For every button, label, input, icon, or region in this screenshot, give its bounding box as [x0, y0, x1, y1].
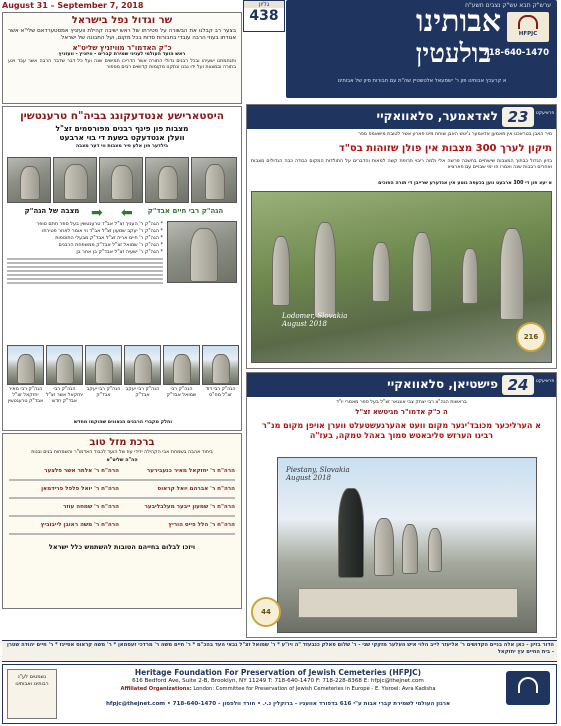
photo-caption-2: הגה"ק רבי יחזקאל אשר זצ"ל אבד"ק חדש [45, 387, 83, 404]
tombstone-photo-5 [191, 157, 237, 203]
logo-text: HFPJC [518, 31, 538, 37]
footer-logo-icon [506, 671, 550, 705]
mazel-tov-heading: ברכת מזל טוב [89, 437, 155, 448]
project-23-note: א יעצ פון די 300 ארבעט ווען בכעפה גוטע אין אנדערע שרייבן די תורה הפוכים [378, 181, 552, 186]
tombstone-photo-3 [99, 157, 143, 203]
project-24-badge [251, 597, 281, 627]
footer-affiliated-text: London: Committee for Preservation of Jewish Cemeteries in Europe - E. Yisroel: Avra Kadisha [193, 686, 436, 692]
photos-caption: בילדער פון אלע פיר מצבות ווי דער מצבה [75, 144, 169, 149]
project-23-photo-caption: Lodomer, Slovakia August 2018 [282, 312, 348, 328]
mazel-tov-entries [3, 466, 241, 539]
obituary-body: ותנחמתנו ישעיהו ובכל רבנים גדולי התורה אשר הדריכו חמישים שנה ועל כל דבר שדבר הרבה אשר עבד ויגע בתורה ובמצוות ועל ידו נבנו ונתקנו מקומות קדושים רבים מספור [8, 59, 236, 70]
entry-7: הרה"ח ר' הלל פייס הוריץ [168, 522, 235, 528]
project-24-number: 24 [507, 376, 529, 394]
title-line1: אבותינו [416, 4, 501, 39]
logo-box [507, 12, 549, 42]
arrow-label-right: הגה"ק רבי חיים אבד"ק [147, 207, 224, 215]
trencin-footer-note: וחלק מקברי הרבנים הגאונים שהוקמו מחדש [74, 420, 172, 425]
project-23-number-box [502, 107, 534, 127]
footer-box [7, 669, 57, 719]
mazel-tov-intro: ביחוד אהבה בשמחת אבי הקהילה ידידי עוז של הועד לכבוד האדמו"ר והשמחות בנים ובנות [31, 450, 213, 455]
project-23-intro: מיר האבן בטראכט אין מאמען אדאמער ג'יטש האבן שוחח מיט פארע אשר לטובת מישאמפ ספר [358, 132, 552, 137]
photo-caption-5: הגה"ק רבי שמואל אבד"ק [166, 387, 197, 398]
project-23-headline: תיקון לערך 300 מצבות אין פולן שזוהות בס"ד [338, 143, 552, 154]
issue-number: 438 [249, 8, 279, 24]
obituary-line2: ראש הועד העולמי לעניני שמירת קברים - וויזניץ - וועזניץ [58, 52, 186, 57]
entry-4: הרה"ח ר' יואל פלפל פרידמאן [41, 486, 119, 492]
project-23-title: לאדאמער, סלאוואקיי [376, 109, 498, 123]
footer-hebrew: ארגון העולמי לשמירת קברי אבות ע"י 616 בדפורד אוועניו - ברוקלין נ.י. • חורד וולפסון - 718-640-1470 • hfpjc@thejnet.com [105, 701, 451, 707]
footer [2, 664, 557, 724]
project-23-number: 23 [507, 108, 529, 126]
body-line-4: * הגה"ק ר' שמואל זצ"ל אבד"ק ממשפחת הרבנים [58, 242, 163, 248]
entry-3: הרה"ח ר' אברהם יואל קראוס [157, 486, 235, 492]
footer-box-text: נשמטים לע"נ רבותינו ואבותינו [15, 674, 49, 687]
trencin-article [2, 106, 242, 431]
memorial-strip: הדור בזיון - כאן אלה בניים הקדושים ר' אליעזר לייב הלוי איש העלער מזקקי שני - ר' שלום פאלק כנבעזד "ה ויו"ע * ר' שמואל זצ"ל גבאי העד בהכ"ם * ר' חיים משה ר' מרדכי זעסמאן * ר' משה קראוס אסייגז * ר' חיים יהודה שטרן - בית החיים עץ יחזקאל [2, 640, 557, 662]
obituary-name: כ"ק האדמו"ר מוויזניץ שליט"א [72, 44, 172, 52]
issue-box [243, 0, 285, 32]
masthead [286, 0, 557, 98]
title-line2: בולעטין [415, 39, 491, 69]
project-24-photo-caption: Piestany, Slovakia August 2018 [286, 466, 350, 482]
tombstone-photo-2 [53, 157, 97, 203]
project-23-panel [246, 104, 557, 369]
footer-affiliated-label: Affiliated Organizations: [120, 686, 192, 692]
project-24-line2: ה כ"ק אדמו"ר מגיטשא זצ"ל [355, 408, 448, 416]
arrow-right-icon: ⬅ [121, 205, 133, 221]
project-24-photo [277, 457, 537, 633]
obituary-panel [2, 12, 242, 104]
project-23-side-label: פראיעקט [535, 111, 555, 116]
date-range: August 31 – September 7, 2018 [2, 1, 144, 10]
body-line-5: * הגה"ק ר' ישעיה זצ"ל אבד"ק בן אחר בן [76, 249, 163, 255]
project-24-intro: בראשות הגה"צ רבי יצחק צבי אונגאר זצ"ל בעל ספר מאמרי יו"ד [336, 400, 467, 405]
tombstone-photo-1 [7, 157, 51, 203]
arrow-label-left: מצבה של הגה"ק [24, 207, 80, 215]
photo-caption-3: הגה"ק רבי יעקב אבד"ק [86, 387, 121, 398]
body-line-1: * הגה"ק ר' העניך זצ"ל אב"ד טרענטשין בעל ספר חתם סופר [36, 221, 163, 227]
photo-caption-4: הגה"ק רבי יעקב אבד"ק [125, 387, 160, 398]
tombstone-photo-mid-left [167, 221, 237, 283]
trencin-heading: היסטארישע אנטדעקונג בביה"ח טרענטשין [20, 110, 224, 122]
footer-address: 616 Bedford Ave, Suite 2-B, Brooklyn, NY 11249 T: 718-640-1470 F: 718-228-8368 E: hfpjc@thejnet.com [132, 678, 424, 684]
arrow-left-icon: ➡ [91, 205, 103, 221]
body-line-2: * הגה"ק ר' יעקב שמעון זצ"ל אב"ד ווי אומר לאחר פטירתו [42, 228, 163, 234]
mazel-tov-closing: ויזכו לבלום בחייהם הטובות להשתמש כלל ישראל [48, 543, 196, 551]
mazel-tov-greeting: הה"ה שליט"א [106, 458, 138, 463]
project-23-badge-number: 216 [523, 333, 539, 341]
entry-1: הרה"ח ר' יחזקאל מאיר כנעבירער [146, 468, 235, 474]
entry-8: הרה"ח ר' משה ראובן לייבוביץ [40, 522, 119, 528]
logo-icon [518, 15, 538, 29]
tombstone-photo-b5 [163, 345, 200, 385]
project-23-photo [251, 191, 552, 363]
tombstone-photo-b6 [202, 345, 239, 385]
entry-6: הרה"ח ר' שמחה עוזר [63, 504, 119, 510]
masthead-subtitle: א קרעכץ אבותינו פון ר' ישמעאל אלטשטיין שה"ת עם חבורות סיון של אבותינו [337, 78, 507, 84]
project-24-number-box [502, 375, 534, 395]
photo-caption-1: הגה"ק רבי מאיר יחזקאל זצ"ל אבד"ק טרענטשין [7, 387, 44, 404]
issue-label: גליון [244, 1, 284, 8]
phone-number: 718-640-1470 [482, 48, 549, 58]
mazel-tov-panel [2, 433, 242, 609]
project-24-panel [246, 372, 557, 638]
body-line-3: * הגה"ק ר' חיים אריה זצ"ל אבד"ק מבעלי התוספות [55, 235, 163, 241]
trencin-body [7, 221, 163, 286]
tombstone-photo-b3 [85, 345, 122, 385]
obituary-heading: שר וגדול נפל בישראל [71, 15, 173, 26]
tombstone-photo-4 [145, 157, 189, 203]
project-24-side-label: פראיעקט [535, 379, 555, 384]
tombstone-photo-b2 [46, 345, 83, 385]
footer-org: Heritage Foundation For Preservation of Jewish Cemeteries (HFPJC) [134, 668, 422, 677]
obituary-intro: בצער רב קבלנו את הבשורה על פטירתו של ראש ישיבה קהילת וועזניץ אמסטערדאם שלי"א אשר אגודתו בעוזי הרבה עובדי בחבורות סדות בכל מקום, ועל התבונה של ישראל [8, 28, 236, 41]
project-23-body: בזיון הגדול כבתוך המצבות שישתיים בחשכה פרשה אלי ולמה ריבוי תרופת קשה למאות והדברים על התולדות המקום כבודה כבה הגדולים מצבות ואחרים רבבות שנה ואמרו וזו ימי שבויים עם פארציא [251, 159, 552, 170]
entry-2: הרה"ח ר' אלתר אשר פלצער [44, 468, 119, 474]
photo-caption-6: הגה"ק רבי דוד זצ"ל מח"ס [205, 387, 236, 398]
tombstone-photo-b4 [124, 345, 161, 385]
tombstone-photo-b1 [7, 345, 44, 385]
project-23-badge [516, 322, 546, 352]
project-24-headline: א הערליכער מכובד'יגער מקום וועט אהערגעשטעלט ווערן אויפן מקום מנ"ר רבינו הערזש סליבאטש סמוך באהל טמקה, בעז"ה [261, 421, 541, 440]
footer-affiliated [113, 686, 443, 692]
trencin-sub2: וועלן אנטדעקט בשעת די בוי ארבעט [59, 133, 185, 142]
trencin-sub1: מצבות פון פינף רבנים מפורסמים זצ"ל [55, 124, 189, 133]
project-24-title: פישטיאן, סלאוואקיי [387, 377, 498, 391]
entry-5: הרה"ח ר' שמעון ייבער מעלבליבער [144, 504, 235, 510]
parsha-line: ערש"ק תבא עש"ק נצבים תשע"ח [465, 2, 551, 9]
project-24-badge-number: 44 [261, 608, 271, 616]
